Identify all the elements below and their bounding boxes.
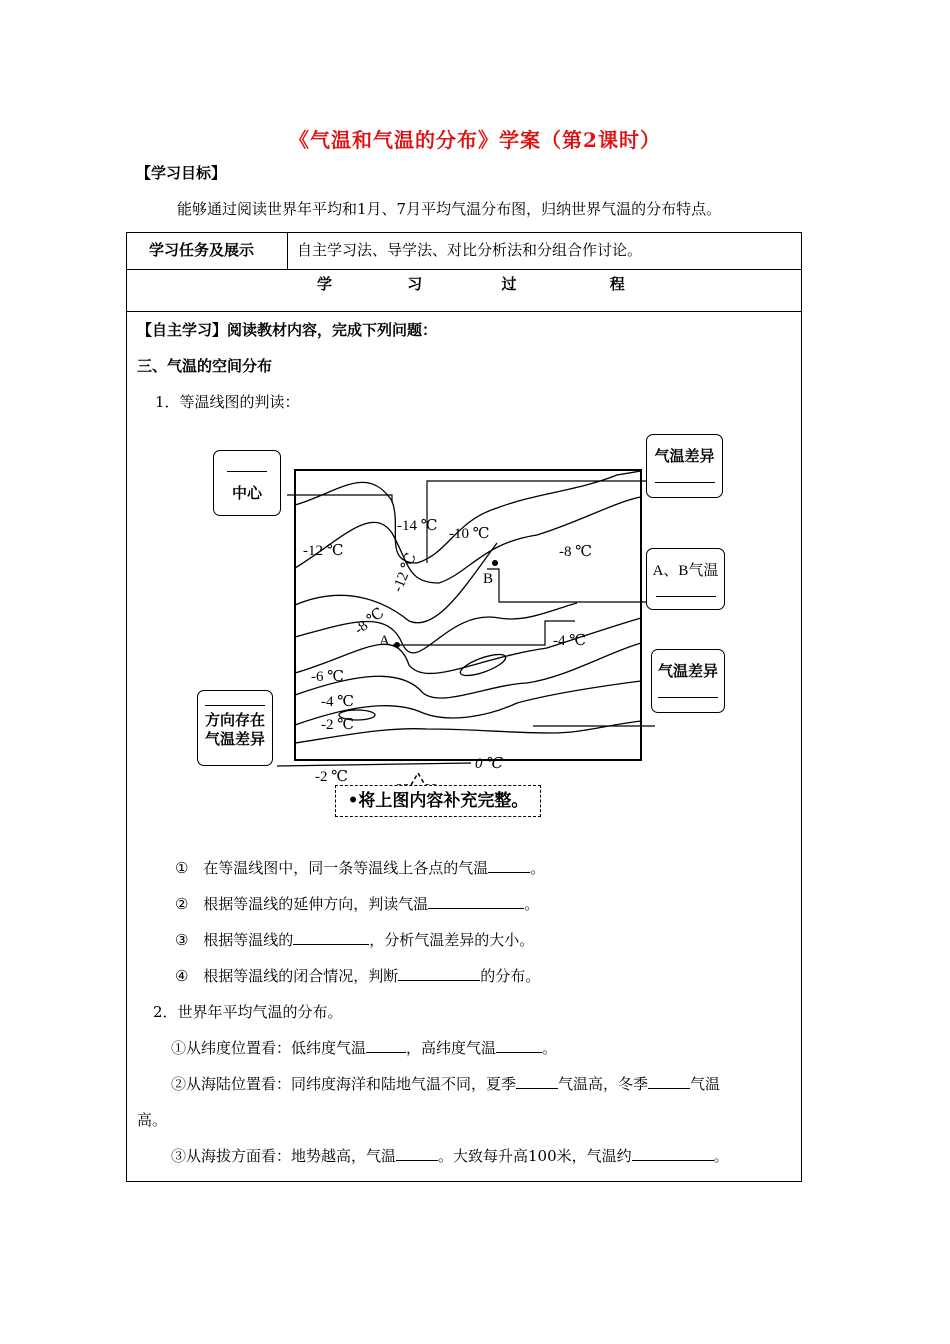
answer-blank[interactable]	[656, 582, 716, 597]
isotherm-line	[295, 618, 641, 673]
q2-text: ②从海陆位置看：同纬度海洋和陆地气温不同，夏季	[171, 1075, 517, 1093]
isotherm-line	[295, 643, 641, 698]
objectives-heading: 【学习目标】	[136, 164, 227, 182]
leader-line	[287, 495, 392, 503]
point-a-label: A	[379, 633, 390, 649]
answer-blank[interactable]	[632, 1146, 714, 1161]
q1-item-1	[175, 857, 545, 878]
isotherm-label: -10 ℃	[449, 526, 490, 542]
question-2: 2．世界年平均气温的分布。	[153, 1003, 343, 1021]
answer-blank[interactable]	[488, 858, 530, 873]
ab-temp-label: A、B气温	[652, 563, 719, 579]
direction-label-line2: 气温差异	[204, 730, 265, 748]
answer-blank[interactable]	[396, 1146, 438, 1161]
process-char: 习	[407, 275, 423, 293]
objectives-text: 能够通过阅读世界年平均和1月、7月平均气温分布图，归纳世界气温的分布特点。	[177, 200, 722, 218]
q2-text: 。	[713, 1147, 729, 1165]
section-heading: 三、气温的空间分布	[137, 357, 273, 375]
page-title: 《气温和气温的分布》学案（第2课时）	[289, 128, 661, 152]
complete-hint-box: •将上图内容补充完整。	[335, 785, 541, 817]
q2-text: 气温高，冬季	[558, 1075, 649, 1093]
task-label: 学习任务及展示	[149, 241, 255, 259]
isotherm-label: 0 ℃	[475, 756, 504, 772]
q2-text: 气温	[690, 1075, 721, 1093]
item-number: ②	[175, 895, 189, 913]
answer-box-ab-temp	[646, 548, 725, 610]
answer-blank[interactable]	[658, 683, 718, 698]
table-col-divider	[287, 233, 288, 269]
q2-line-2-cont: 高。	[137, 1111, 168, 1129]
point-b-label: B	[483, 571, 494, 587]
isotherm-label: -14 ℃	[397, 518, 438, 534]
item-text: 的分布。	[480, 967, 541, 985]
leader-line	[277, 763, 471, 766]
leader-line	[427, 481, 646, 563]
item-text: 在等温线图中，同一条等温线上各点的气温	[203, 859, 489, 877]
answer-blank[interactable]	[496, 1038, 542, 1053]
item-number: ④	[175, 967, 189, 985]
worksheet-table	[126, 232, 802, 1182]
temp-diff-label: 气温差异	[657, 662, 718, 680]
q2-line-2	[171, 1073, 720, 1094]
task-value: 自主学习法、导学法、对比分析法和分组合作讨论。	[297, 241, 643, 259]
item-number: ③	[175, 931, 189, 949]
q1-item-3	[175, 929, 534, 950]
isotherm-label: -8 ℃	[559, 544, 593, 560]
answer-blank[interactable]	[398, 966, 480, 981]
q2-line-3	[171, 1145, 729, 1166]
answer-box-temp-diff-top	[646, 434, 723, 498]
process-char: 程	[609, 275, 625, 293]
callout-pointer	[397, 773, 439, 785]
q2-text: 。大致每升高100米，气温约	[438, 1147, 632, 1165]
point-b-marker	[492, 560, 498, 566]
closed-isotherm	[458, 650, 508, 680]
item-text: 。	[530, 859, 546, 877]
answer-blank[interactable]	[648, 1074, 690, 1089]
process-char: 学	[317, 275, 333, 293]
answer-blank[interactable]	[428, 894, 524, 909]
item-number: ①	[175, 859, 189, 877]
isotherm-label: -4 ℃	[321, 694, 355, 710]
q2-text: ①从纬度位置看：低纬度气温	[171, 1039, 367, 1057]
question-1: 1．等温线图的判读：	[155, 393, 300, 411]
isotherm-label: -8 ℃	[351, 605, 388, 639]
isotherm-label: -2 ℃	[315, 769, 349, 785]
q1-item-2	[175, 893, 539, 914]
item-text: 。	[524, 895, 540, 913]
center-label: 中心	[231, 484, 262, 502]
answer-box-center	[213, 450, 281, 516]
q2-text: ③从海拔方面看：地势越高，气温	[171, 1147, 397, 1165]
item-text: ，分析气温差异的大小。	[369, 931, 535, 949]
direction-label-line1: 方向存在	[204, 711, 265, 729]
answer-box-direction	[197, 690, 273, 766]
isotherm-label: -2 ℃	[321, 717, 355, 733]
answer-blank[interactable]	[366, 1038, 406, 1053]
leader-line	[487, 569, 646, 602]
q1-item-4	[175, 965, 540, 986]
temp-diff-label: 气温差异	[654, 447, 715, 465]
isotherm-label: -6 ℃	[311, 669, 345, 685]
process-heading	[317, 273, 625, 294]
isotherm-label: -4 ℃	[553, 633, 587, 649]
q2-line-1	[171, 1037, 557, 1058]
answer-blank[interactable]	[655, 468, 715, 483]
q2-text: ，高纬度气温	[406, 1039, 497, 1057]
answer-blank[interactable]	[516, 1074, 558, 1089]
table-row-divider	[127, 311, 801, 312]
isotherm-label: -12 ℃	[389, 550, 420, 595]
table-row-divider	[127, 269, 801, 270]
item-text: 根据等温线的	[203, 931, 294, 949]
leader-line	[393, 621, 575, 645]
answer-box-temp-diff-right	[651, 649, 725, 713]
point-a-marker	[394, 642, 400, 648]
answer-blank[interactable]	[293, 930, 369, 945]
answer-blank[interactable]	[227, 457, 267, 472]
isotherm-label: -12 ℃	[303, 543, 344, 559]
process-char: 过	[501, 275, 517, 293]
self-study-heading: 【自主学习】阅读教材内容，完成下列问题：	[137, 321, 438, 339]
item-text: 根据等温线的闭合情况，判断	[203, 967, 399, 985]
q2-text: 。	[542, 1039, 558, 1057]
item-text: 根据等温线的延伸方向，判读气温	[203, 895, 429, 913]
answer-blank[interactable]	[205, 695, 265, 706]
